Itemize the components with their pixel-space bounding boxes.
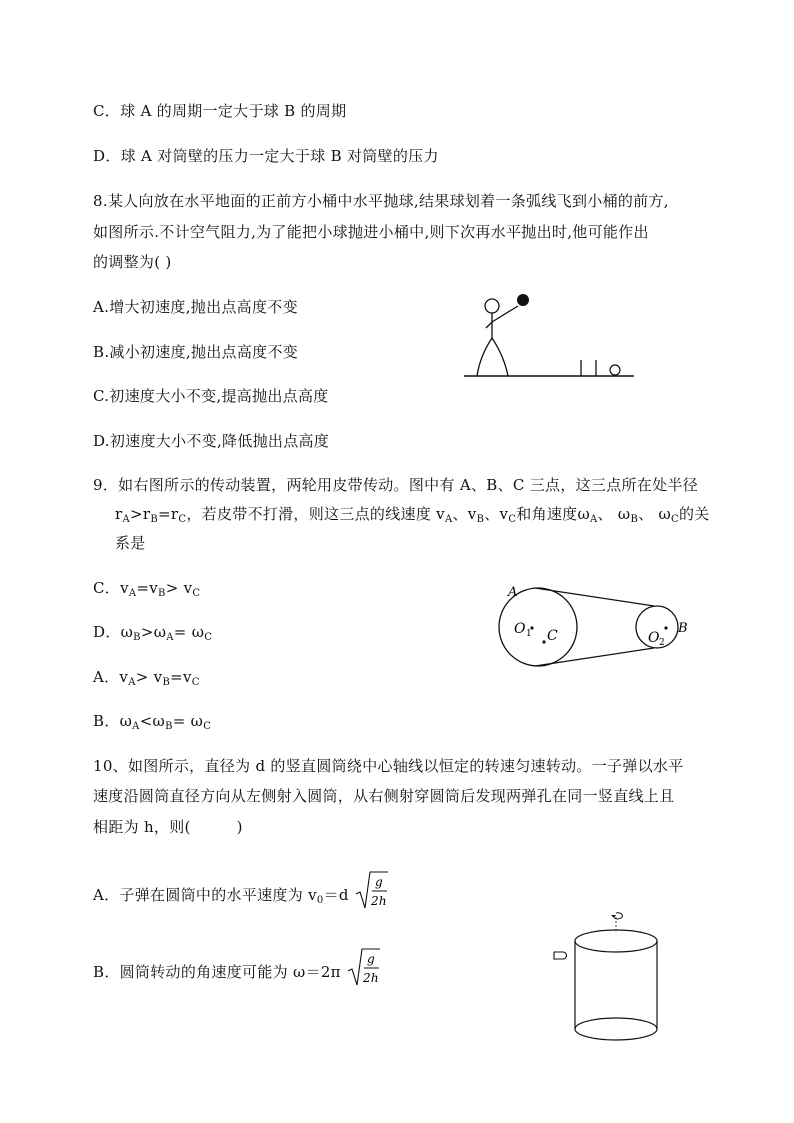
- label-o2: O: [648, 630, 660, 646]
- ball-shape: [517, 294, 529, 306]
- head-shape: [485, 299, 499, 313]
- q8-line2: 如图所示.不计空气阻力,为了能把小球抛进小桶中,则下次再水平抛出时,他可能作出: [93, 223, 649, 241]
- belt-top: [535, 588, 654, 606]
- q8-option-d: D.初速度大小不变,降低抛出点高度: [93, 432, 330, 450]
- label-o1: O: [514, 621, 526, 637]
- point-c-dot: [542, 640, 545, 643]
- q10-line3: 相距为 h，则( ): [93, 818, 243, 836]
- svg-text:2: 2: [659, 638, 665, 648]
- cylinder-bottom: [575, 1018, 657, 1040]
- q9-line3: 系是: [115, 534, 146, 552]
- option-d-prev: D．球 A 对筒壁的压力一定大于球 B 对筒壁的压力: [93, 147, 439, 165]
- belt-bottom: [535, 648, 654, 666]
- cylinder-top: [575, 930, 657, 952]
- q9-line2: $r_A>r_B=r_C$，若皮带不打滑，则这三点的线速度 $v_A$、$v_B$、$v_C$和角速度$\omega_A$、 $\omega_B$、 $\omega_C$的关: [115, 505, 710, 525]
- q8-figure: [458, 288, 640, 384]
- q10-figure: [548, 905, 666, 1045]
- q9-figure: [494, 580, 696, 670]
- sqrt-expression-a: [354, 870, 388, 912]
- label-c: C: [547, 628, 558, 644]
- q8-line3: 的调整为( ): [93, 253, 172, 271]
- svg-text:g: g: [374, 875, 383, 889]
- q8-line1: 8.某人向放在水平地面的正前方小桶中水平抛球,结果球划着一条弧线飞到小桶的前方,: [93, 192, 669, 210]
- q10-option-b: B．圆筒转动的角速度可能为 ω＝2π g 2h: [93, 957, 380, 989]
- q9-option-b: B．$\omega_A<\omega_B= \omega_C$: [93, 712, 212, 732]
- svg-text:1: 1: [526, 629, 532, 639]
- q10-line2: 速度沿圆筒直径方向从左侧射入圆筒，从右侧射穿圆筒后发现两弹孔在同一竖直线上且: [93, 787, 675, 805]
- landed-ball-shape: [610, 365, 620, 375]
- q8-option-c: C.初速度大小不变,提高抛出点高度: [93, 387, 329, 405]
- label-a: A: [508, 585, 518, 600]
- svg-text:2h: 2h: [370, 894, 387, 908]
- q9-option-a: A．$v_A> v_B=v_C$: [93, 668, 200, 688]
- sqrt-expression-b: [346, 947, 380, 989]
- svg-text:2h: 2h: [362, 971, 379, 985]
- q9-option-c: C．$v_A=v_B> v_C$: [93, 579, 201, 599]
- label-b: B: [678, 621, 688, 636]
- q9-line1: 9．如右图所示的传动装置，两轮用皮带传动。图中有 A、B、C 三点，这三点所在处半径: [93, 476, 699, 494]
- q8-option-a: A.增大初速度,抛出点高度不变: [93, 298, 298, 316]
- q9-option-d: D．$\omega_B>\omega_A= \omega_C$: [93, 623, 213, 643]
- option-c-prev: C．球 A 的周期一定大于球 B 的周期: [93, 102, 347, 120]
- bullet-shape: [554, 952, 567, 959]
- q10-option-a: A．子弹在圆筒中的水平速度为 $v_0=d$ g 2h: [93, 880, 388, 912]
- svg-text:g: g: [366, 952, 375, 966]
- q10-line1: 10、如图所示，直径为 d 的竖直圆筒绕中心轴线以恒定的转速匀速转动。一子弹以水平: [93, 757, 684, 775]
- q8-option-b: B.减小初速度,抛出点高度不变: [93, 343, 299, 361]
